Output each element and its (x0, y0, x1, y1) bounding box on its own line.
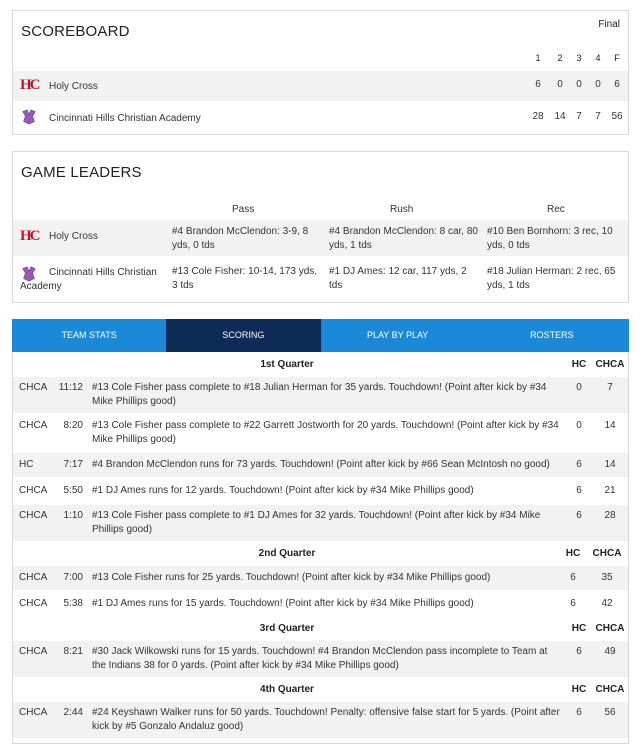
scoreboard-card (12, 10, 629, 135)
chca-column-header: CHCA (595, 623, 625, 634)
scoreboard-row-holy-cross (13, 71, 628, 101)
scoring-description: #13 Cole Fisher pass complete to #18 Julian Herman for 35 yards. Touchdown! (Point after kick by #34 Mike Phillips good) (92, 382, 547, 407)
scoring-time: 8:21 (63, 646, 83, 657)
scoring-description: #1 DJ Ames runs for 12 yards. Touchdown! (Point after kick by #34 Mike Phillips good) (92, 485, 474, 496)
scoring-description: #4 Brandon McClendon runs for 73 yards. Touchdown! (Point after kick by #66 Sean McIntosh no good) (92, 459, 550, 470)
quarter-label: 2nd Quarter (258, 548, 316, 559)
leaders-row-holy-cross (13, 220, 628, 256)
scoreboard-row-chca (13, 103, 628, 133)
quarter-label: 1st Quarter (260, 359, 314, 370)
scoring-time: 5:38 (63, 598, 83, 609)
score-cell: 56 (611, 111, 623, 122)
scoring-time: 2:44 (63, 707, 83, 718)
hc-column-header: HC (565, 548, 581, 559)
scoring-chca: 35 (601, 572, 613, 583)
scoring-hc: 6 (576, 459, 582, 470)
scoring-team: HC (19, 459, 34, 470)
period-header: 4 (595, 53, 601, 63)
rec-column-header: Rec (547, 204, 565, 215)
score-cell: 0 (595, 79, 601, 90)
scoring-time: 7:17 (63, 459, 83, 470)
scoring-description: #13 Cole Fisher runs for 25 yards. Touchdown! (Point after kick by #34 Mike Phillips good) (92, 572, 491, 583)
scoring-hc: 6 (576, 485, 582, 496)
score-cell: 6 (535, 79, 541, 90)
score-cell: 0 (576, 79, 582, 90)
scoring-team: CHCA (19, 420, 48, 431)
scoring-description: #30 Jack Wilkowski runs for 15 yards. Touchdown! #4 Brandon McClendon pass incomplete to Team at the Indians 38 for 0 yards. (Point after kick by #34 Mike Phillips good) (92, 646, 548, 671)
scoring-hc: 6 (576, 646, 582, 657)
rec-leader: #18 Julian Herman: 2 rec, 65 yds, 1 tds (487, 266, 616, 291)
chca-column-header: CHCA (592, 548, 622, 559)
scoring-chca: 42 (601, 598, 613, 609)
game-leaders-card (12, 151, 629, 303)
game-tabs (12, 319, 629, 352)
rush-leader: #1 DJ Ames: 12 car, 117 yds, 2 tds (329, 266, 467, 291)
quarter-header (13, 618, 628, 640)
team-name[interactable]: Cincinnati Hills Christian Academy (49, 113, 201, 124)
scoring-play-row (13, 415, 628, 451)
quarter-header (13, 354, 628, 376)
tab-play-by-play[interactable]: PLAY BY PLAY (366, 330, 429, 340)
scoring-play-row (13, 377, 628, 413)
quarter-header (13, 543, 628, 565)
scoring-time: 8:20 (63, 420, 83, 431)
scoring-team: CHCA (19, 707, 48, 718)
scoring-chca: 28 (604, 510, 616, 521)
score-cell: 28 (532, 111, 544, 122)
hc-column-header: HC (571, 359, 587, 370)
scoring-team: CHCA (19, 382, 48, 393)
scoring-play-row (13, 702, 628, 738)
rush-leader: #4 Brandon McClendon: 8 car, 80 yds, 1 tds (329, 226, 478, 251)
scoring-chca: 14 (604, 420, 616, 431)
hc-column-header: HC (571, 623, 587, 634)
scoring-play-row (13, 505, 628, 541)
scoring-play-row (13, 479, 628, 503)
scoring-hc: 0 (576, 420, 582, 431)
scoring-play-row (13, 592, 628, 616)
scoring-panel (12, 352, 629, 744)
scoring-chca: 56 (604, 707, 616, 718)
pass-leader: #13 Cole Fisher: 10-14, 173 yds, 3 tds (172, 266, 318, 291)
scoring-hc: 6 (576, 510, 582, 521)
team-name[interactable]: Holy Cross (49, 231, 98, 242)
tab-team-stats[interactable]: TEAM STATS (61, 330, 117, 340)
scoring-team: CHCA (19, 510, 48, 521)
scoring-play-row (13, 453, 628, 477)
team-name[interactable]: Holy Cross (49, 81, 98, 92)
period-header: F (614, 53, 620, 63)
holy-cross-logo-icon: HC (20, 228, 39, 244)
scoring-time: 1:10 (63, 510, 83, 521)
scoring-time: 7:00 (63, 572, 83, 583)
scoring-team: CHCA (19, 572, 48, 583)
score-cell: 0 (557, 79, 563, 90)
scoring-description: #24 Keyshawn Walker runs for 50 yards. Touchdown! Penalty: offensive false start for 5 yards. (Point after kick by #5 Gonzalo Andaluz good) (92, 707, 560, 732)
period-header: 3 (576, 53, 582, 63)
scoring-time: 5:50 (63, 485, 83, 496)
scoring-play-row (13, 641, 628, 677)
quarter-label: 3rd Quarter (259, 623, 315, 634)
period-header: 1 (535, 53, 541, 63)
scoring-time: 11:12 (58, 382, 83, 393)
tab-scoring[interactable]: SCORING (166, 319, 320, 352)
scoreboard-title: SCOREBOARD (21, 23, 130, 40)
pass-leader: #4 Brandon McClendon: 3-9, 8 yds, 0 tds (172, 226, 309, 251)
score-cell: 7 (576, 111, 582, 122)
score-cell: 6 (614, 79, 620, 90)
score-cell: 7 (595, 111, 601, 122)
pass-column-header: Pass (232, 204, 255, 215)
hc-column-header: HC (571, 684, 587, 695)
period-header: 2 (557, 53, 563, 63)
team-name[interactable]: Cincinnati Hills Christian Academy (20, 267, 157, 292)
scoring-play-row (13, 566, 628, 590)
scoring-hc: 6 (570, 598, 576, 609)
quarter-label: 4th Quarter (260, 684, 314, 695)
scoring-hc: 0 (576, 382, 582, 393)
holy-cross-logo-icon: HC (20, 77, 39, 93)
scoring-team: CHCA (19, 598, 48, 609)
scoring-description: #13 Cole Fisher pass complete to #22 Garrett Jostworth for 20 yards. Touchdown! (Point after kick by #34 Mike Phillips good) (92, 420, 559, 445)
game-leaders-title: GAME LEADERS (21, 164, 142, 181)
tab-rosters[interactable]: ROSTERS (530, 330, 574, 340)
scoring-chca: 21 (604, 485, 616, 496)
scoring-chca: 49 (604, 646, 616, 657)
scoring-description: #1 DJ Ames runs for 15 yards. Touchdown! (Point after kick by #34 Mike Phillips good) (92, 598, 474, 609)
scoring-team: CHCA (19, 646, 48, 657)
rec-leader: #10 Ben Bornhorn: 3 rec, 10 yds, 0 tds (487, 226, 613, 251)
scoring-description: #13 Cole Fisher pass complete to #1 DJ Ames for 32 yards. Touchdown! (Point after kick by #34 Mike Phillips good) (92, 510, 541, 535)
game-status: Final (598, 19, 620, 30)
scoring-hc: 6 (570, 572, 576, 583)
scoring-hc: 6 (576, 707, 582, 718)
eagle-logo-icon (20, 108, 38, 129)
scoring-chca: 7 (607, 382, 613, 393)
scoring-chca: 14 (604, 459, 616, 470)
leaders-row-chca (13, 257, 628, 301)
chca-column-header: CHCA (595, 684, 625, 695)
score-cell: 14 (554, 111, 566, 122)
quarter-header (13, 679, 628, 701)
scoring-team: CHCA (19, 485, 48, 496)
rush-column-header: Rush (390, 204, 414, 215)
chca-column-header: CHCA (595, 359, 625, 370)
